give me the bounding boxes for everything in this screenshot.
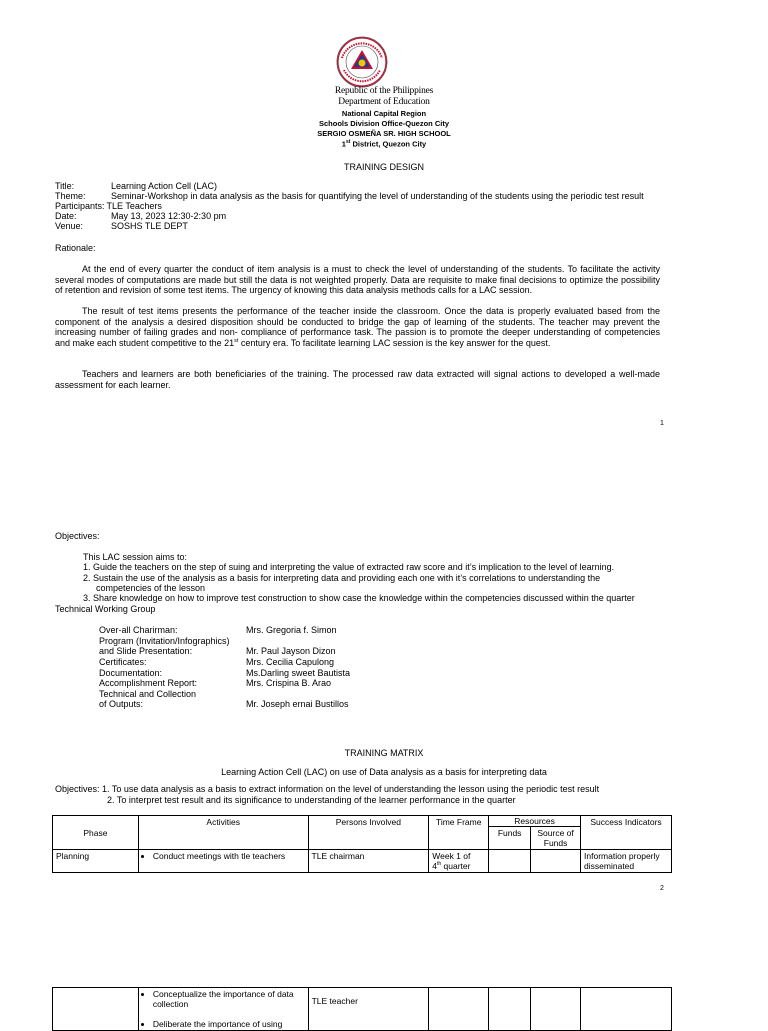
matrix-objective-2: 2. To interpret test result and its significance to understanding of the learner performance in the quarter <box>107 795 516 805</box>
matrix-title: TRAINING MATRIX <box>344 748 424 758</box>
header-district: 1st District, Quezon City <box>341 139 427 149</box>
matrix-objective-1: Objectives: 1. To use data analysis as a basis to extract information on the level of understanding the lesson using the periodic test result <box>55 784 600 794</box>
rationale-paragraph-2: The result of test items presents the performance of the teacher inside the classroom. Once the data is properly evaluated based from the component of the analysis a desired disposition should be conducted to bridge the gap of learning of the students. The teacher may prevent the increasing number of failing grades and non- compliance of performance task. The passion is to promote the deeper understanding of competencies and make each student competitive to the 21st century era. To facilitate learning LAC session is the key answer for the quest. <box>55 306 660 348</box>
info-theme-value: Seminar-Workshop in data analysis as the basis for quantifying the level of understanding of the students using the periodic test result <box>111 191 644 201</box>
twg-role-slides: and Slide Presentation: <box>99 646 193 656</box>
twg-name-slides: Mr. Paul Jayson Dizon <box>246 646 336 656</box>
twg-name-chairman: Mrs. Gregoria f. Simon <box>246 625 337 635</box>
objective-1: 1. Guide the teachers on the step of suing and interpreting the value of extracted raw score and it’s implication to the level of learning. <box>83 562 615 572</box>
header-phase: Phase <box>53 816 139 850</box>
twg-role-program: Program (Invitation/Infographics) <box>99 636 230 646</box>
info-participants-value: TLE Teachers <box>106 201 162 211</box>
page-3 <box>0 900 768 1030</box>
twg-role-certificates: Certificates: <box>99 657 147 667</box>
twg-role-documentation: Documentation: <box>99 668 163 678</box>
rationale-paragraph-1: At the end of every quarter the conduct of item analysis is a must to check the level of understanding of the students. To facilitate the activity several modes of computations are made but still the data is not weighted properly. Data are requisite to make final decisions to optimize the possibility of retention and revision of some test items. The urgency of knowing this data analysis methods calls for a LAC session. <box>55 264 660 296</box>
header-timeframe: Time Frame <box>429 816 489 850</box>
twg-name-documentation: Ms.Darling sweet Bautista <box>246 668 351 678</box>
header-persons: Persons Involved <box>308 816 429 850</box>
info-venue-row <box>55 221 188 232</box>
info-participants-label: Participants: <box>55 201 105 211</box>
cell-timeframe <box>429 988 489 1031</box>
objectives-intro: This LAC session aims to: <box>83 552 188 562</box>
training-matrix-table-continued <box>52 987 672 1031</box>
objective-2: 2. Sustain the use of the analysis as a basis for interpreting data and providing each one with it’s correlations to understanding the <box>83 573 601 583</box>
cell-source <box>531 988 581 1031</box>
cell-success <box>581 988 672 1031</box>
cell-success: Information properly disseminated <box>581 850 672 873</box>
twg-title: Technical Working Group <box>55 604 156 614</box>
twg-role-outputs: of Outputs: <box>99 699 144 709</box>
header-republic: Republic of the Philippines <box>334 86 434 96</box>
deped-seal-logo <box>336 36 388 88</box>
activity-item: • Deliberate the importance of using <box>153 1019 305 1029</box>
cell-phase <box>53 988 139 1031</box>
header-funds: Funds <box>489 827 531 850</box>
cell-activities <box>138 988 308 1031</box>
cell-funds <box>489 988 531 1031</box>
table-header-row <box>53 816 672 827</box>
header-sdo: Schools Division Office-Quezon City <box>318 119 450 128</box>
info-date-label: Date: <box>55 211 77 221</box>
header-deped: Department of Education <box>338 97 430 107</box>
matrix-subtitle: Learning Action Cell (LAC) on use of Data analysis as a basis for interpreting data <box>221 767 547 777</box>
cell-phase: Planning <box>53 850 139 873</box>
info-title-label: Title: <box>55 181 75 191</box>
page-number-2: 2 <box>660 885 664 892</box>
info-date-value: May 13, 2023 12:30-2:30 pm <box>111 211 227 221</box>
twg-role-accomplishment: Accomplishment Report: <box>99 678 198 688</box>
info-venue-label: Venue: <box>55 221 84 231</box>
page-2 <box>0 440 768 900</box>
training-design-title: TRAINING DESIGN <box>343 162 424 172</box>
header-resources: Resources <box>489 816 581 827</box>
objective-2-cont: competencies of the lesson <box>96 583 206 593</box>
cell-source <box>531 850 581 873</box>
cell-funds <box>489 850 531 873</box>
info-title-value: Learning Action Cell (LAC) <box>111 181 218 191</box>
objective-3: 3. Share knowledge on how to improve test construction to show case the knowledge within the competencies discussed within the quarter <box>83 593 635 603</box>
cell-persons: TLE chairman <box>308 850 429 873</box>
twg-name-accomplishment: Mrs. Crispina B. Arao <box>246 678 332 688</box>
twg-name-outputs: Mr. Joseph ernai Bustillos <box>246 699 349 709</box>
rationale-label: Rationale: <box>55 243 96 253</box>
header-success: Success Indicators <box>581 816 672 850</box>
activity-item: • Conduct meetings with tle teachers <box>153 851 305 861</box>
cell-activities <box>138 850 308 873</box>
page-number-1: 1 <box>660 420 664 427</box>
twg-name-certificates: Mrs. Cecilia Capulong <box>246 657 335 667</box>
cell-timeframe: Week 1 of 4th quarter <box>429 850 489 873</box>
cell-persons: TLE teacher <box>308 988 429 1031</box>
page-1 <box>0 0 768 440</box>
rationale-paragraph-3: Teachers and learners are both beneficiaries of the training. The processed raw data extracted will signal actions to developed a well-made assessment for each learner. <box>55 369 660 390</box>
twg-role-technical: Technical and Collection <box>99 689 197 699</box>
twg-role-chairman: Over-all Charirman: <box>99 625 178 635</box>
table-row <box>53 988 672 1031</box>
activity-item: • Conceptualize the importance of data collection <box>153 989 305 1009</box>
info-venue-value: SOSHS TLE DEPT <box>111 221 188 231</box>
table-row <box>53 850 672 873</box>
info-theme-label: Theme: <box>55 191 86 201</box>
header-source: Source of Funds <box>531 827 581 850</box>
header-school: SERGIO OSMEÑA SR. HIGH SCHOOL <box>317 129 451 138</box>
training-matrix-table <box>52 815 672 873</box>
header-activities: Activities <box>138 816 308 850</box>
objectives-label: Objectives: <box>55 531 100 541</box>
header-region: National Capital Region <box>341 109 427 118</box>
